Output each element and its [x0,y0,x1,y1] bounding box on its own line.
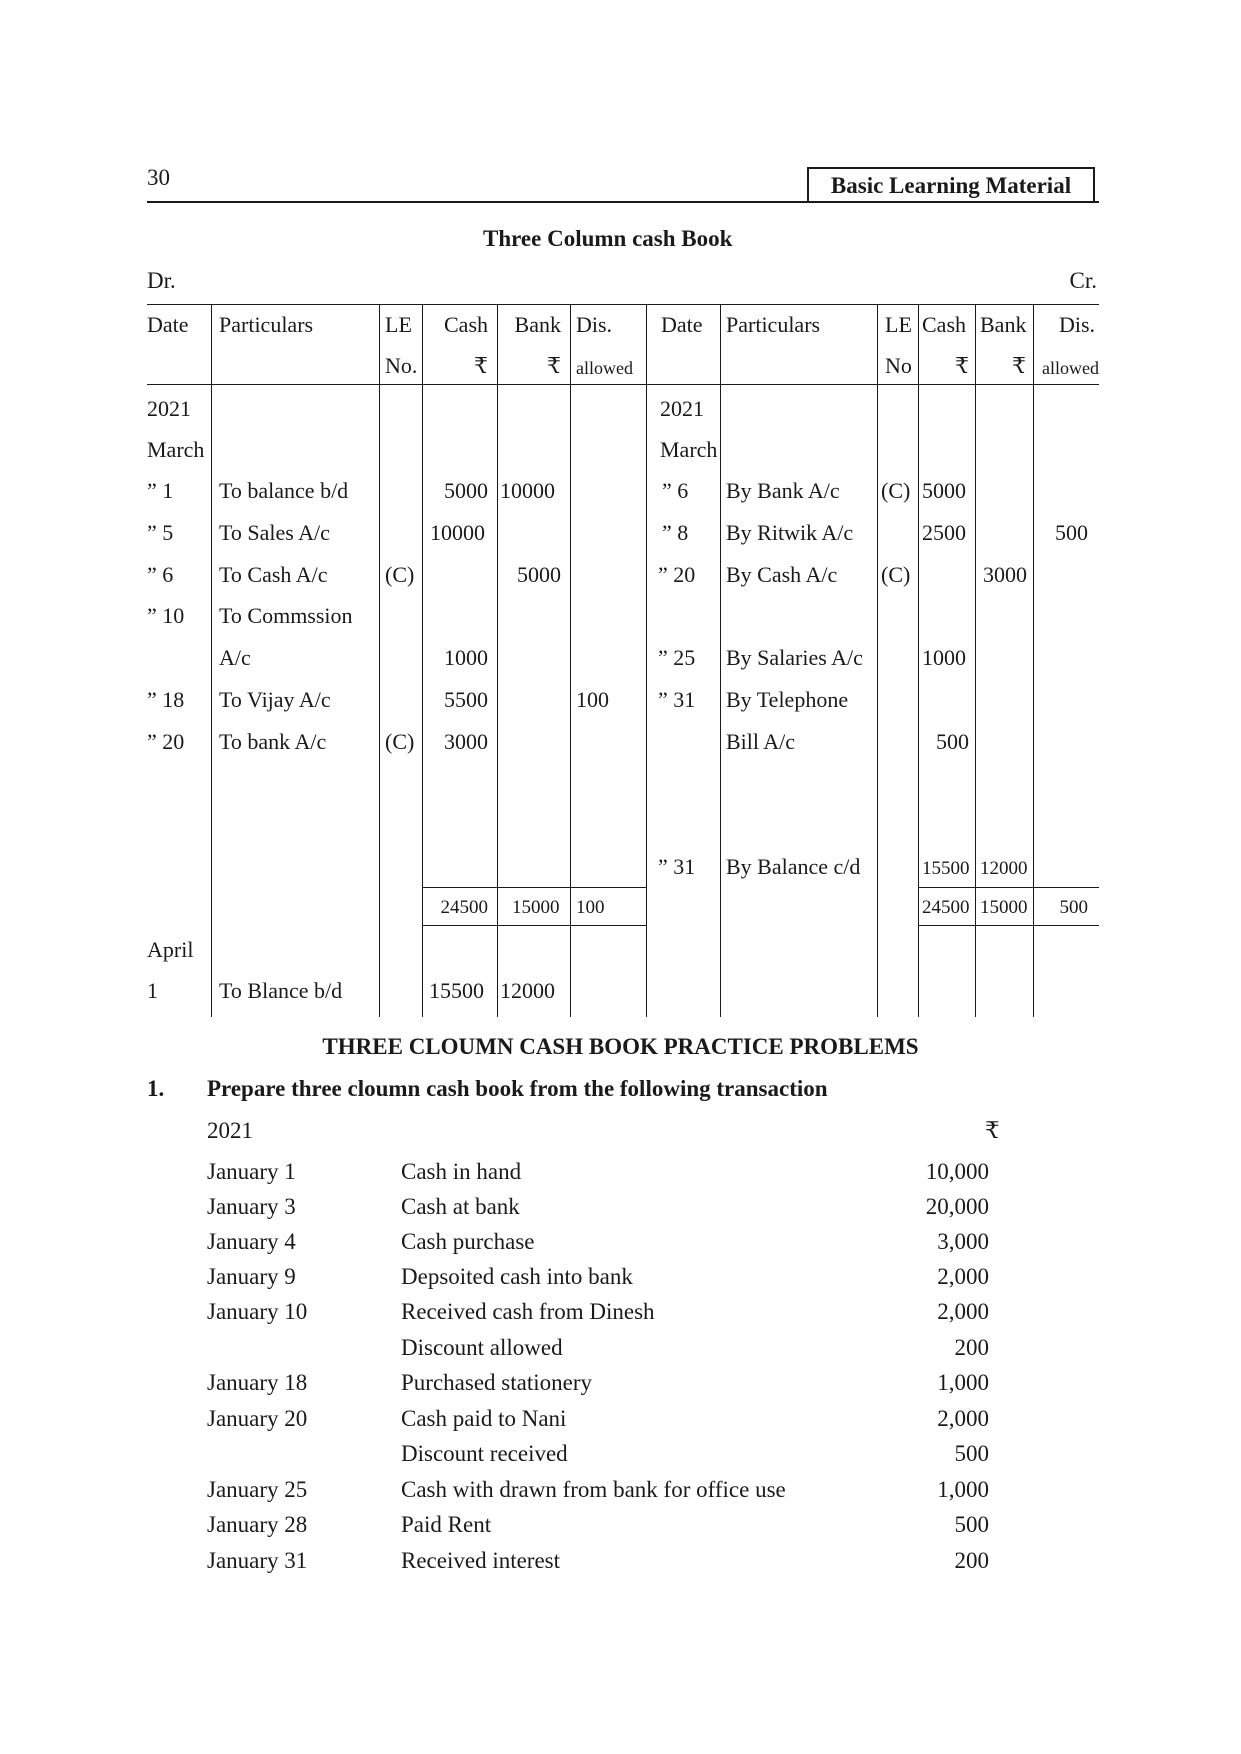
transaction-date: January 18 [207,1370,308,1395]
question-number: 1. [147,1076,165,1101]
transaction-description: Purchased stationery [401,1370,592,1395]
transaction-amount: 1,000 [937,1370,989,1395]
dr-row-date: ” 18 [147,687,185,712]
cr-row-particulars: By Salaries A/c [726,645,863,670]
page-number: 30 [147,165,170,190]
transaction-amount: 10,000 [925,1159,989,1184]
cr-header-dis: Dis. [1058,312,1095,337]
cr-row-date: ” 20 [658,562,696,587]
dr-row-particulars: To bank A/c [219,729,327,754]
cr-row-particulars: By Cash A/c [726,562,838,587]
dr-header-le: LE [385,312,412,337]
cr-row-particulars: Bill A/c [726,729,796,754]
cr-total-cash: 24500 [922,897,970,918]
cr-row-date: ” 25 [658,645,696,670]
dr-row-date: ” 10 [147,603,185,628]
cr-row-cash: 500 [936,729,969,754]
dr-header-particulars: Particulars [219,312,314,337]
col-rule [720,304,721,1017]
dr-header-bank-currency: ₹ [547,353,561,378]
dr-row-date: ” 5 [147,520,174,545]
dr-next-date: 1 [147,978,158,1003]
transaction-amount: 500 [954,1441,989,1466]
transaction-description: Discount allowed [401,1335,563,1360]
transaction-date: January 31 [207,1548,308,1573]
cr-row-cash: 15500 [922,858,970,879]
cr-row-particulars: By Bank A/c [726,478,840,503]
table-top-rule [147,304,1099,305]
col-rule [497,304,498,1017]
practice-title: THREE CLOUMN CASH BOOK PRACTICE PROBLEMS [322,1034,919,1059]
dr-row-bank: 5000 [517,562,561,587]
cr-label: Cr. [1069,268,1097,293]
cr-row-bank: 12000 [980,858,1028,879]
dr-header-cash-currency: ₹ [474,353,488,378]
col-rule [570,304,571,1017]
cr-row-dis: 500 [1055,520,1088,545]
cr-header-le: LE [885,312,912,337]
cr-month: March [660,437,718,462]
transaction-description: Depsoited cash into bank [401,1264,633,1289]
col-rule [646,304,647,1017]
transaction-description: Paid Rent [401,1512,492,1537]
dr-label: Dr. [147,268,176,293]
dr-total-dis: 100 [576,897,605,918]
transaction-amount: 2,000 [937,1406,989,1431]
cr-row-bank: 3000 [983,562,1027,587]
transaction-amount: 2,000 [937,1264,989,1289]
credit-total-bottom-rule [918,925,1099,926]
dr-row-cash: 5500 [444,687,488,712]
dr-header-le-no: No. [385,353,418,378]
transaction-amount: 500 [954,1512,989,1537]
dr-next-particulars: To Blance b/d [219,978,343,1003]
transaction-amount: 20,000 [925,1194,989,1219]
transaction-date: January 25 [207,1477,308,1502]
cr-header-bank-currency: ₹ [1012,353,1026,378]
dr-header-dis-allowed: allowed [576,358,633,378]
table-header-rule [147,384,1099,385]
practice-year: 2021 [207,1118,253,1143]
transaction-amount: 200 [954,1548,989,1573]
credit-total-top-rule [918,887,1099,888]
cr-header-date: Date [661,312,703,337]
dr-row-date: ” 1 [147,478,174,503]
dr-header-bank: Bank [514,312,561,337]
transaction-amount: 3,000 [937,1229,989,1254]
transaction-description: Cash with drawn from bank for office use [401,1477,786,1502]
cr-row-date: ” 8 [662,520,689,545]
dr-next-bank: 12000 [500,978,555,1003]
dr-row-dis: 100 [576,687,609,712]
cr-row-le: (C) [881,562,911,587]
dr-row-cash: 10000 [430,520,485,545]
transaction-date: January 4 [207,1229,296,1254]
question-text: Prepare three cloumn cash book from the following transaction [207,1076,828,1101]
cr-header-cash-currency: ₹ [955,353,969,378]
cr-total-dis: 500 [1059,897,1088,918]
col-rule [975,304,976,1017]
cr-total-bank: 15000 [980,897,1028,918]
dr-row-le: (C) [385,562,415,587]
debit-total-top-rule [422,887,646,888]
dr-row-bank: 10000 [500,478,555,503]
dr-header-date: Date [147,312,189,337]
cr-header-particulars: Particulars [726,312,821,337]
col-rule [918,304,919,1017]
dr-row-particulars: To Commssion [219,603,353,628]
dr-month: March [147,437,205,462]
cr-header-dis-allowed: allowed [1042,358,1099,378]
dr-row-date: ” 20 [147,729,185,754]
cr-header-le-no: No [885,353,912,378]
cr-row-date: ” 31 [658,687,696,712]
transaction-description: Cash paid to Nani [401,1406,567,1431]
transaction-amount: 2,000 [937,1299,989,1324]
dr-header-dis: Dis. [576,312,613,337]
header-rule [147,201,1099,203]
debit-total-bottom-rule [422,925,646,926]
transaction-description: Discount received [401,1441,568,1466]
transaction-date: January 28 [207,1512,308,1537]
transaction-date: January 9 [207,1264,296,1289]
cr-header-cash: Cash [922,312,966,337]
cash-book-title: Three Column cash Book [483,226,733,251]
dr-total-bank: 15000 [512,897,560,918]
practice-currency: ₹ [985,1118,1000,1143]
transaction-date: January 10 [207,1299,308,1324]
book-title: Basic Learning Material [807,167,1095,203]
dr-row-particulars: To Sales A/c [219,520,330,545]
cr-row-particulars: By Balance c/d [726,854,861,879]
dr-row-cash: 5000 [444,478,488,503]
transaction-date: January 3 [207,1194,296,1219]
dr-year: 2021 [147,396,191,421]
cr-row-le: (C) [881,478,911,503]
transaction-description: Cash at bank [401,1194,520,1219]
dr-row-le: (C) [385,729,415,754]
dr-row-cash: 3000 [444,729,488,754]
cr-row-cash: 2500 [922,520,966,545]
cr-row-cash: 1000 [922,645,966,670]
dr-row-particulars: To Vijay A/c [219,687,331,712]
dr-header-cash: Cash [444,312,488,337]
transaction-date: January 20 [207,1406,308,1431]
transaction-amount: 1,000 [937,1477,989,1502]
col-rule [211,304,212,1017]
cr-header-bank: Bank [980,312,1027,337]
col-rule [877,304,878,1017]
dr-row-particulars: A/c [219,645,251,670]
cr-row-particulars: By Telephone [726,687,849,712]
transaction-date: January 1 [207,1159,296,1184]
cr-row-particulars: By Ritwik A/c [726,520,854,545]
dr-row-date: ” 6 [147,562,174,587]
cr-row-cash: 5000 [922,478,966,503]
transaction-description: Received cash from Dinesh [401,1299,655,1324]
dr-row-particulars: To Cash A/c [219,562,328,587]
dr-next-cash: 15500 [429,978,484,1003]
cr-row-date: ” 6 [662,478,689,503]
transaction-amount: 200 [954,1335,989,1360]
transaction-description: Cash in hand [401,1159,522,1184]
dr-row-cash: 1000 [444,645,488,670]
cr-year: 2021 [660,396,704,421]
transaction-description: Received interest [401,1548,561,1573]
transaction-description: Cash purchase [401,1229,535,1254]
cr-row-date: ” 31 [658,854,696,879]
dr-row-particulars: To balance b/d [219,478,349,503]
col-rule [379,304,380,1017]
dr-next-month: April [147,937,194,962]
dr-total-cash: 24500 [440,897,488,918]
